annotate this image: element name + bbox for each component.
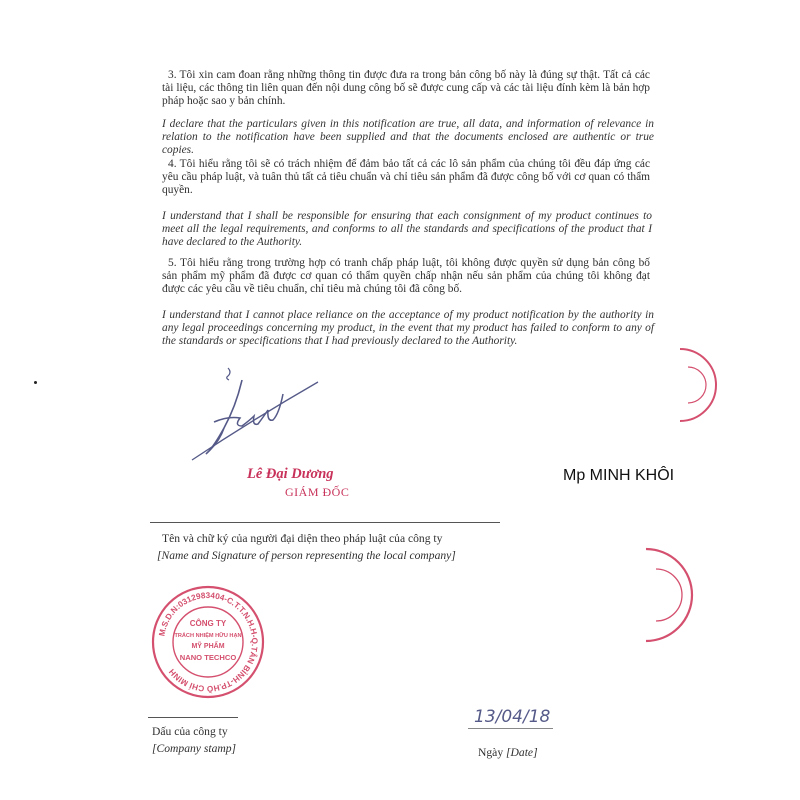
stamp-line-2: TRÁCH NHIỆM HỮU HẠN — [174, 633, 242, 639]
date-label-en: [Date] — [506, 746, 538, 759]
declaration-3-english: I declare that the particulars given in this notification are true, all data, and information of relevance in relation to the notification have been supplied and that the documents enclosed are authentic or true copies. — [162, 118, 654, 157]
declaration-5-english: I understand that I cannot place reliance on the acceptance of my product notification by the authority in any legal proceedings concerning my product, in the event that my product has failed to conform to any of the standards or specifications that I had previously declared to the Authority. — [162, 309, 654, 348]
signer-name: Lê Đại Dương — [247, 466, 334, 482]
declaration-3-vietnamese: 3. Tôi xin cam đoan rằng những thông tin được đưa ra trong bản công bố này là đúng sự thật. Tất cả các tài liệu, các thông tin liên quan đến nội dung công bố sẽ được cung cấp và các tài liệu đính kèm là bản hợp pháp hoặc sao y bản chính. — [162, 69, 650, 108]
representative-label-en: [Name and Signature of person representing the local company] — [157, 549, 456, 562]
overlay-label: Mp MINH KHÔI — [563, 467, 675, 484]
date-line — [468, 728, 553, 729]
partial-stamp-lower — [640, 545, 700, 645]
partial-stamp-upper — [676, 345, 706, 425]
declaration-4-vietnamese: 4. Tôi hiểu rằng tôi sẽ có trách nhiệm để đảm bảo tất cả các lô sản phẩm của chúng tôi đều đáp ứng các yêu cầu pháp luật, và tuân thủ tất cả tiêu chuẩn và chỉ tiêu sản phẩm đã được công bố với cơ quan có thẩm quyền. — [162, 158, 650, 197]
stamp-label-vi: Dấu của công ty — [152, 725, 228, 738]
handwritten-date: 13/04/18 — [474, 707, 551, 727]
signature-line — [150, 522, 500, 523]
declaration-5-vietnamese: 5. Tôi hiểu rằng trong trường hợp có tranh chấp pháp luật, tôi không được quyền sử dụng bản công bố sản phẩm mỹ phẩm đã được cơ quan có thẩm quyền chấp nhận nếu sản phẩm của chúng tôi không đạt được các yêu cầu về tiêu chuẩn, chỉ tiêu mà chúng tôi đã công bố. — [162, 257, 650, 296]
representative-label-vi: Tên và chữ ký của người đại diện theo pháp luật của công ty — [162, 532, 443, 545]
company-stamp — [150, 584, 266, 700]
svg-text:M.S.D.N:0312983404-C.T.T.N.H.H: M.S.D.N:0312983404-C.T.T.N.H.H-Q.TÂN BÌNH-TP.HỒ CHÍ MINH — [157, 590, 260, 694]
date-label — [478, 746, 538, 759]
stamp-line-4: NANO TECHCO — [179, 653, 237, 662]
signer-title: GIÁM ĐỐC — [285, 485, 350, 499]
date-label-vi: Ngày — [478, 746, 504, 759]
stamp-line-3: MỸ PHẨM — [191, 643, 225, 650]
stamp-label-en: [Company stamp] — [152, 742, 237, 755]
stray-dot — [34, 381, 37, 384]
stamp-line-1: CÔNG TY — [189, 619, 227, 628]
handwritten-signature — [190, 360, 320, 470]
stamp-line — [148, 717, 238, 718]
declaration-4-english: I understand that I shall be responsible for ensuring that each consignment of my product continues to meet all the legal requirements, and conforms to all the standards and specifications of the product that I have declared to the Authority. — [162, 210, 652, 249]
